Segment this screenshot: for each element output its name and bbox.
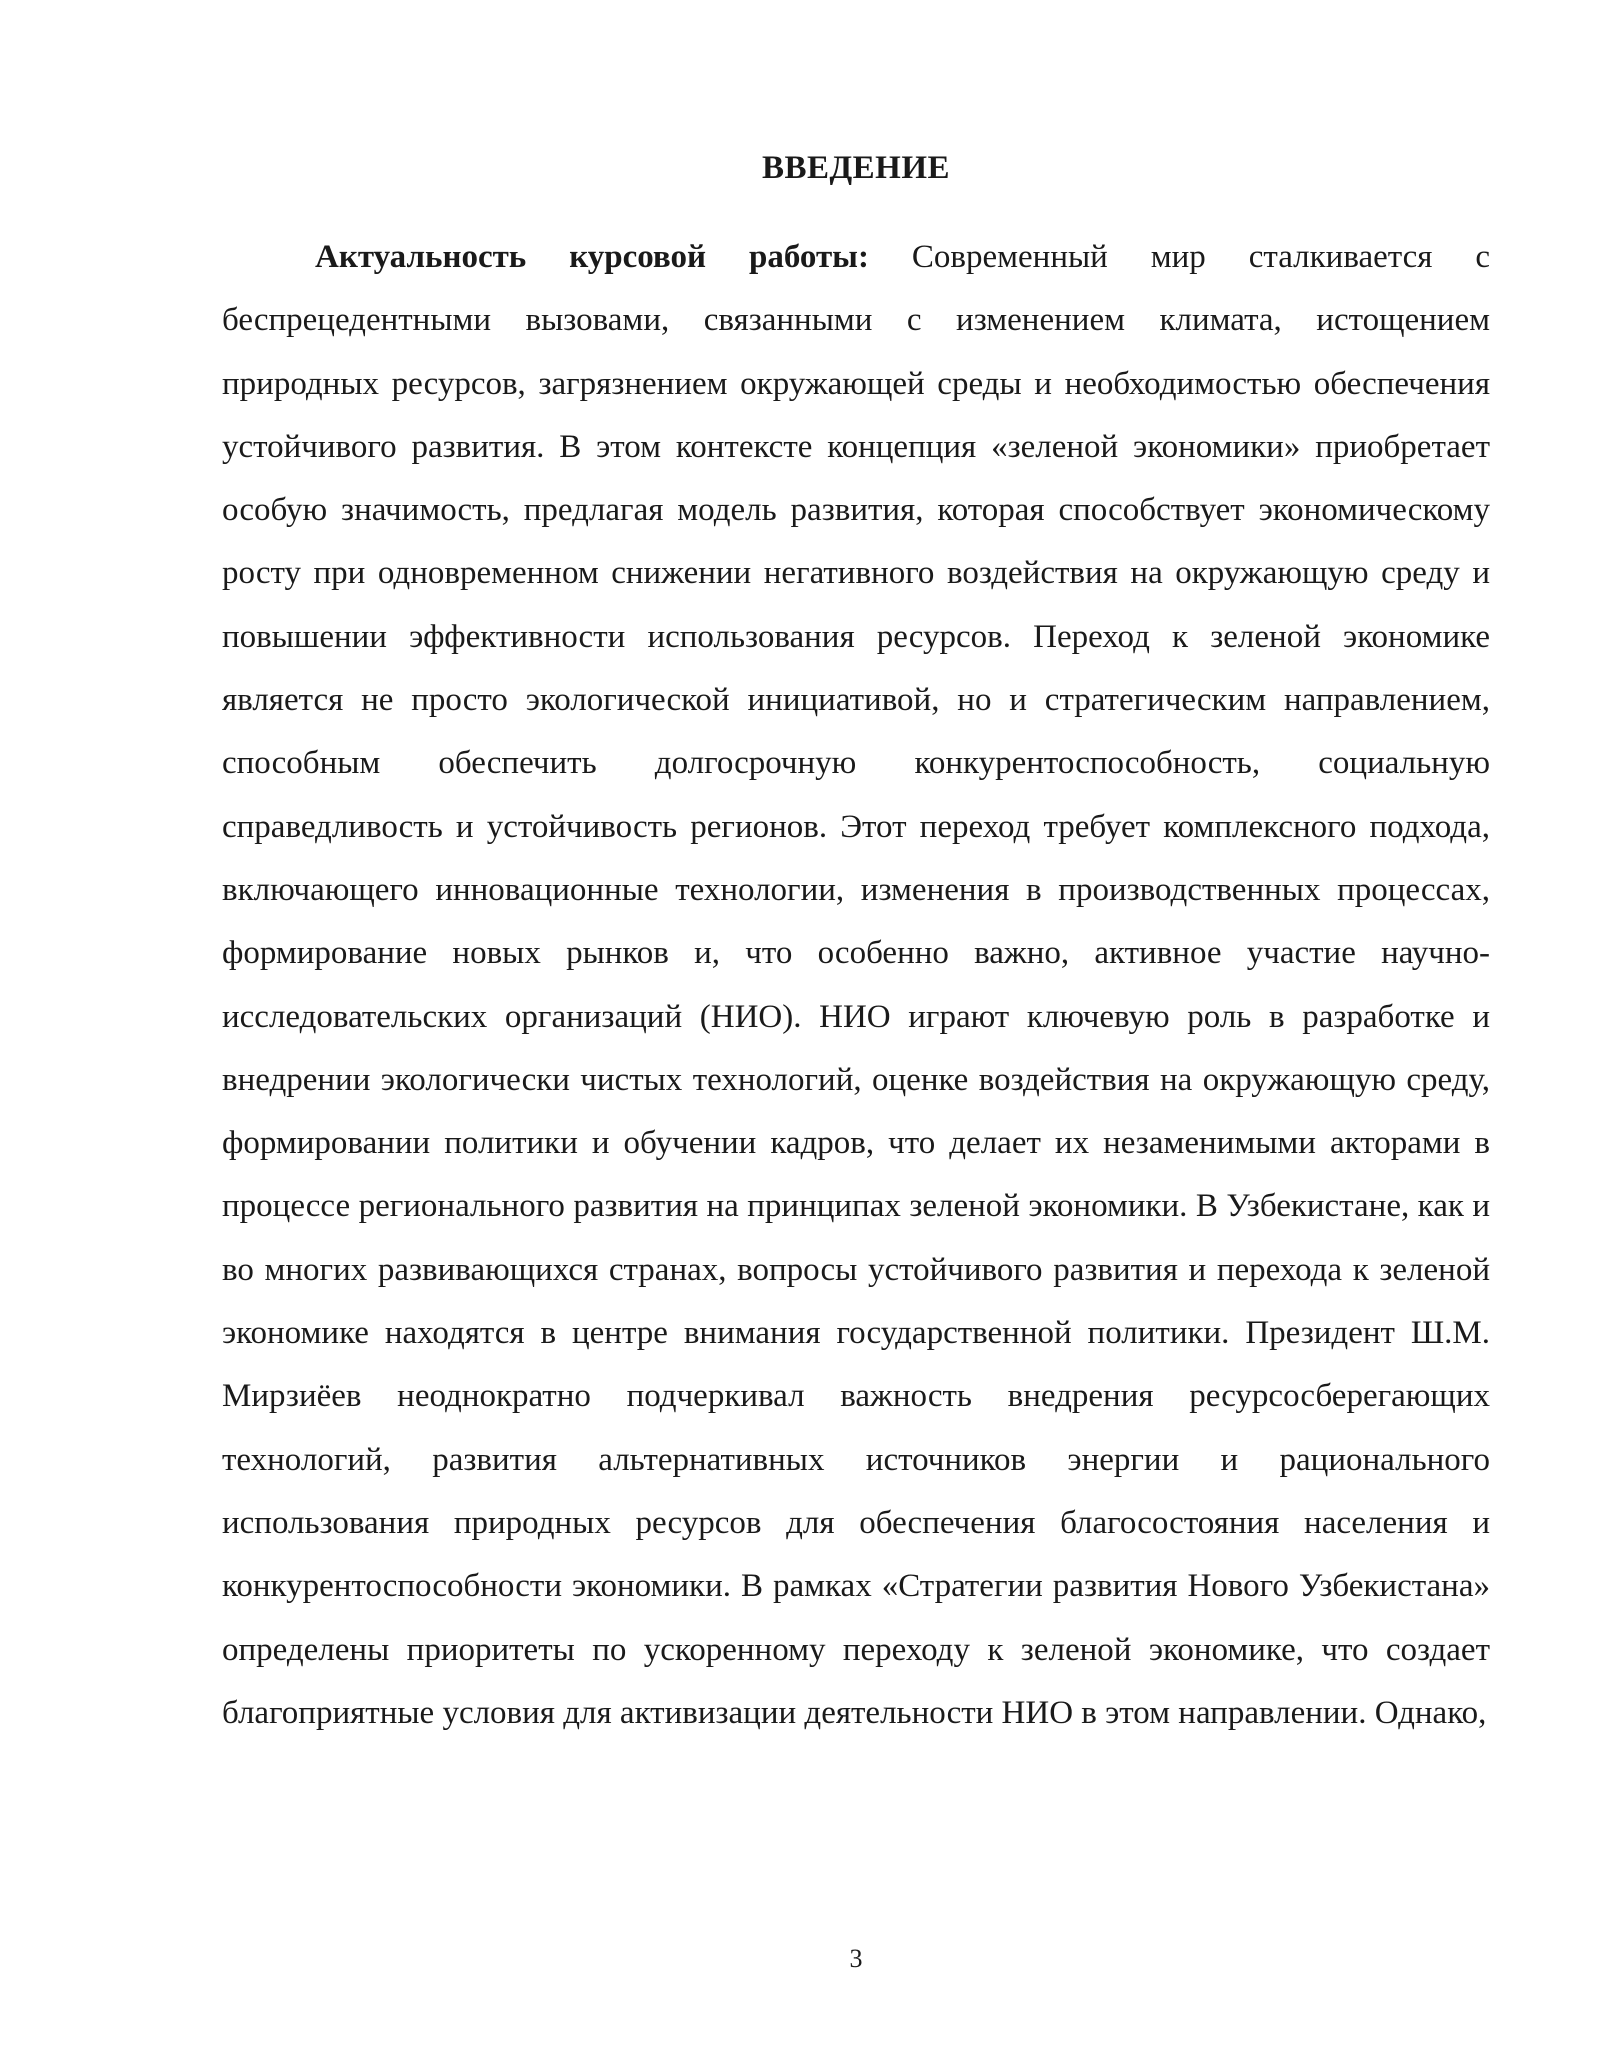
section-heading: ВВЕДЕНИЕ [761, 150, 951, 186]
page-number: 3 [849, 1944, 863, 1973]
body-paragraph [222, 226, 1490, 1745]
paragraph-text: Современный мир сталкивается с беспрецедентными вызовами, связанными с изменением климата, истощением природных ресурсов, загрязнением окружающей среды и необходимостью обеспечения устойчивого развития. В этом контексте концепция «зеленой экономики» приобретает особую значимость, предлагая модель развития, которая способствует экономическому росту при одновременном снижении негативного воздействия на окружающую среду и повышении эффективности использования ресурсов. Переход к зеленой экономике является не просто экологической инициативой, но и стратегическим направлением, способным обеспечить долгосрочную конкурентоспособность, социальную справедливость и устойчивость регионов. Этот переход требует комплексного подхода, включающего инновационные технологии, изменения в производственных процессах, формирование новых рынков и, что особенно важно, активное участие научно-исследовательских организаций (НИО). НИО играют ключевую роль в разработке и внедрении экологически чистых технологий, оценке воздействия на окружающую среду, формировании политики и обучении кадров, что делает их незаменимыми акторами в процессе регионального развития на принципах зеленой экономики. В Узбекистане, как и во многих развивающихся странах, вопросы устойчивого развития и перехода к зеленой экономике находятся в центре внимания государственной политики. Президент Ш.М. Мирзиёев неоднократно подчеркивал важность внедрения ресурсосберегающих технологий, развития альтернативных источников энергии и рационального использования природных ресурсов для обеспечения благосостояния населения и конкурентоспособности экономики. В рамках «Стратегии развития Нового Узбекистана» определены приоритеты по ускоренному переходу к зеленой экономике, что создает благоприятные условия для активизации деятельности НИО в этом направлении. Однако, [222, 239, 1490, 1731]
paragraph-lead: Актуальность курсовой работы: [315, 239, 869, 275]
